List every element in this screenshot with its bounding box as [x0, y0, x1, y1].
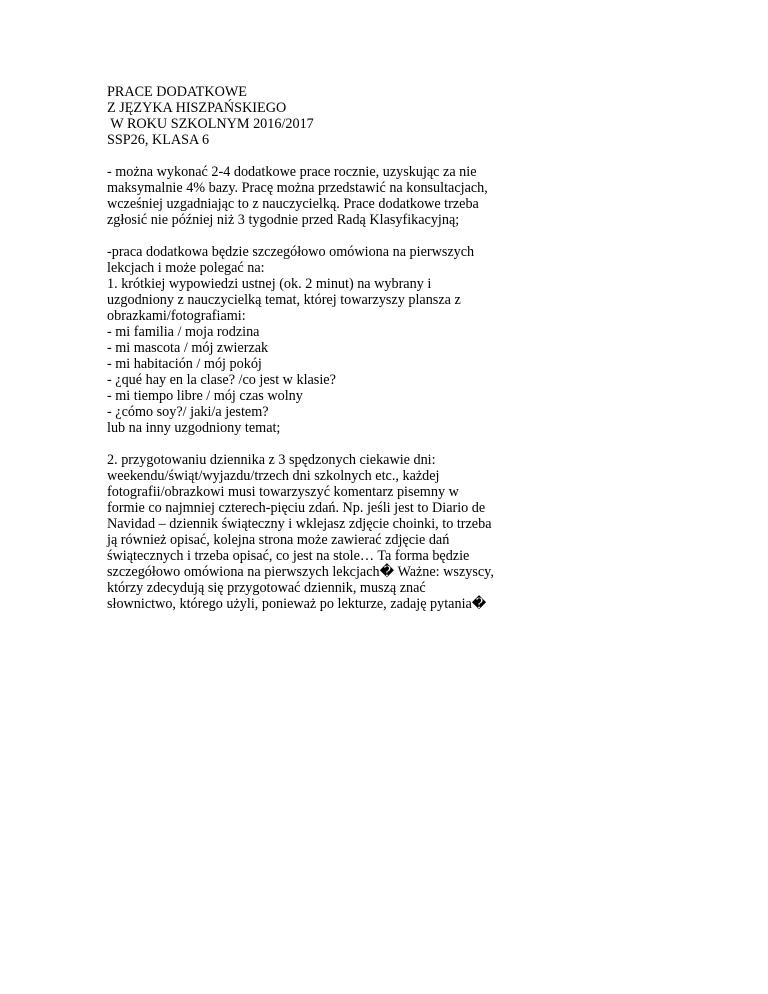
header-line-3: W ROKU SZKOLNYM 2016/2017: [107, 116, 314, 132]
paragraph-rules: [107, 164, 537, 228]
paragraph-line: weekendu/świąt/wyjazdu/trzech dni szkolnych etc., każdej: [107, 468, 440, 484]
paragraph-gap: [107, 436, 537, 452]
paragraph-line: którzy zdecydują się przygotować dziennik, muszą znać: [107, 580, 426, 596]
paragraph-line: słownictwo, którego użyli, ponieważ po lekturze, zadaję pytania�: [107, 596, 487, 612]
header-line-2: Z JĘZYKA HISZPAŃSKIEGO: [107, 100, 287, 116]
paragraph-line: - można wykonać 2-4 dodatkowe prace rocznie, uzyskując za nie: [107, 164, 477, 180]
paragraph-line: -praca dodatkowa będzie szczegółowo omówiona na pierwszych: [107, 244, 475, 260]
topic-list-item: - mi tiempo libre / mój czas wolny: [107, 388, 303, 404]
paragraph-line: formie co najmniej czterech-pięciu zdań. Np. jeśli jest to Diario de: [107, 500, 486, 516]
header-line-1: PRACE DODATKOWE: [107, 84, 247, 100]
topic-list-item: - mi mascota / mój zwierzak: [107, 340, 269, 356]
paragraph-line: zgłosić nie później niż 3 tygodnie przed Radą Klasyfikacyjną;: [107, 212, 460, 228]
paragraph-gap: [107, 148, 537, 164]
topic-list-item: - mi familia / moja rodzina: [107, 324, 260, 340]
paragraph-gap: [107, 228, 537, 244]
paragraph-line: świątecznych i trzeba opisać, co jest na stole… Ta forma będzie: [107, 548, 470, 564]
paragraph-line: 1. krótkiej wypowiedzi ustnej (ok. 2 minut) na wybrany i: [107, 276, 432, 292]
paragraph-oral-presentation: [107, 244, 537, 436]
paragraph-diary: [107, 452, 537, 612]
paragraph-line: maksymalnie 4% bazy. Pracę można przedstawić na konsultacjach,: [107, 180, 488, 196]
paragraph-line: uzgodniony z nauczycielką temat, której towarzyszy plansza z: [107, 292, 461, 308]
paragraph-line: obrazkami/fotografiami:: [107, 308, 246, 324]
paragraph-line: Navidad – dziennik świąteczny i wklejasz zdjęcie choinki, to trzeba: [107, 516, 492, 532]
paragraph-line: fotografii/obrazkowi musi towarzyszyć komentarz pisemny w: [107, 484, 459, 500]
document-page: [107, 84, 537, 612]
header-line-4: SSP26, KLASA 6: [107, 132, 210, 148]
document-header: [107, 84, 537, 148]
paragraph-line: lekcjach i może polegać na:: [107, 260, 265, 276]
paragraph-line: ją również opisać, kolejna strona może zawierać zdjęcie dań: [107, 532, 450, 548]
paragraph-line: 2. przygotowaniu dziennika z 3 spędzonych ciekawie dni:: [107, 452, 436, 468]
topic-list-item: - ¿qué hay en la clase? /co jest w klasie?: [107, 372, 336, 388]
paragraph-line: wcześniej uzgadniając to z nauczycielką. Prace dodatkowe trzeba: [107, 196, 479, 212]
topic-list-item: - mi habitación / mój pokój: [107, 356, 262, 372]
paragraph-line: szczegółowo omówiona na pierwszych lekcjach� Ważne: wszyscy,: [107, 564, 494, 580]
paragraph-line: lub na inny uzgodniony temat;: [107, 420, 281, 436]
topic-list-item: - ¿cómo soy?/ jaki/a jestem?: [107, 404, 269, 420]
